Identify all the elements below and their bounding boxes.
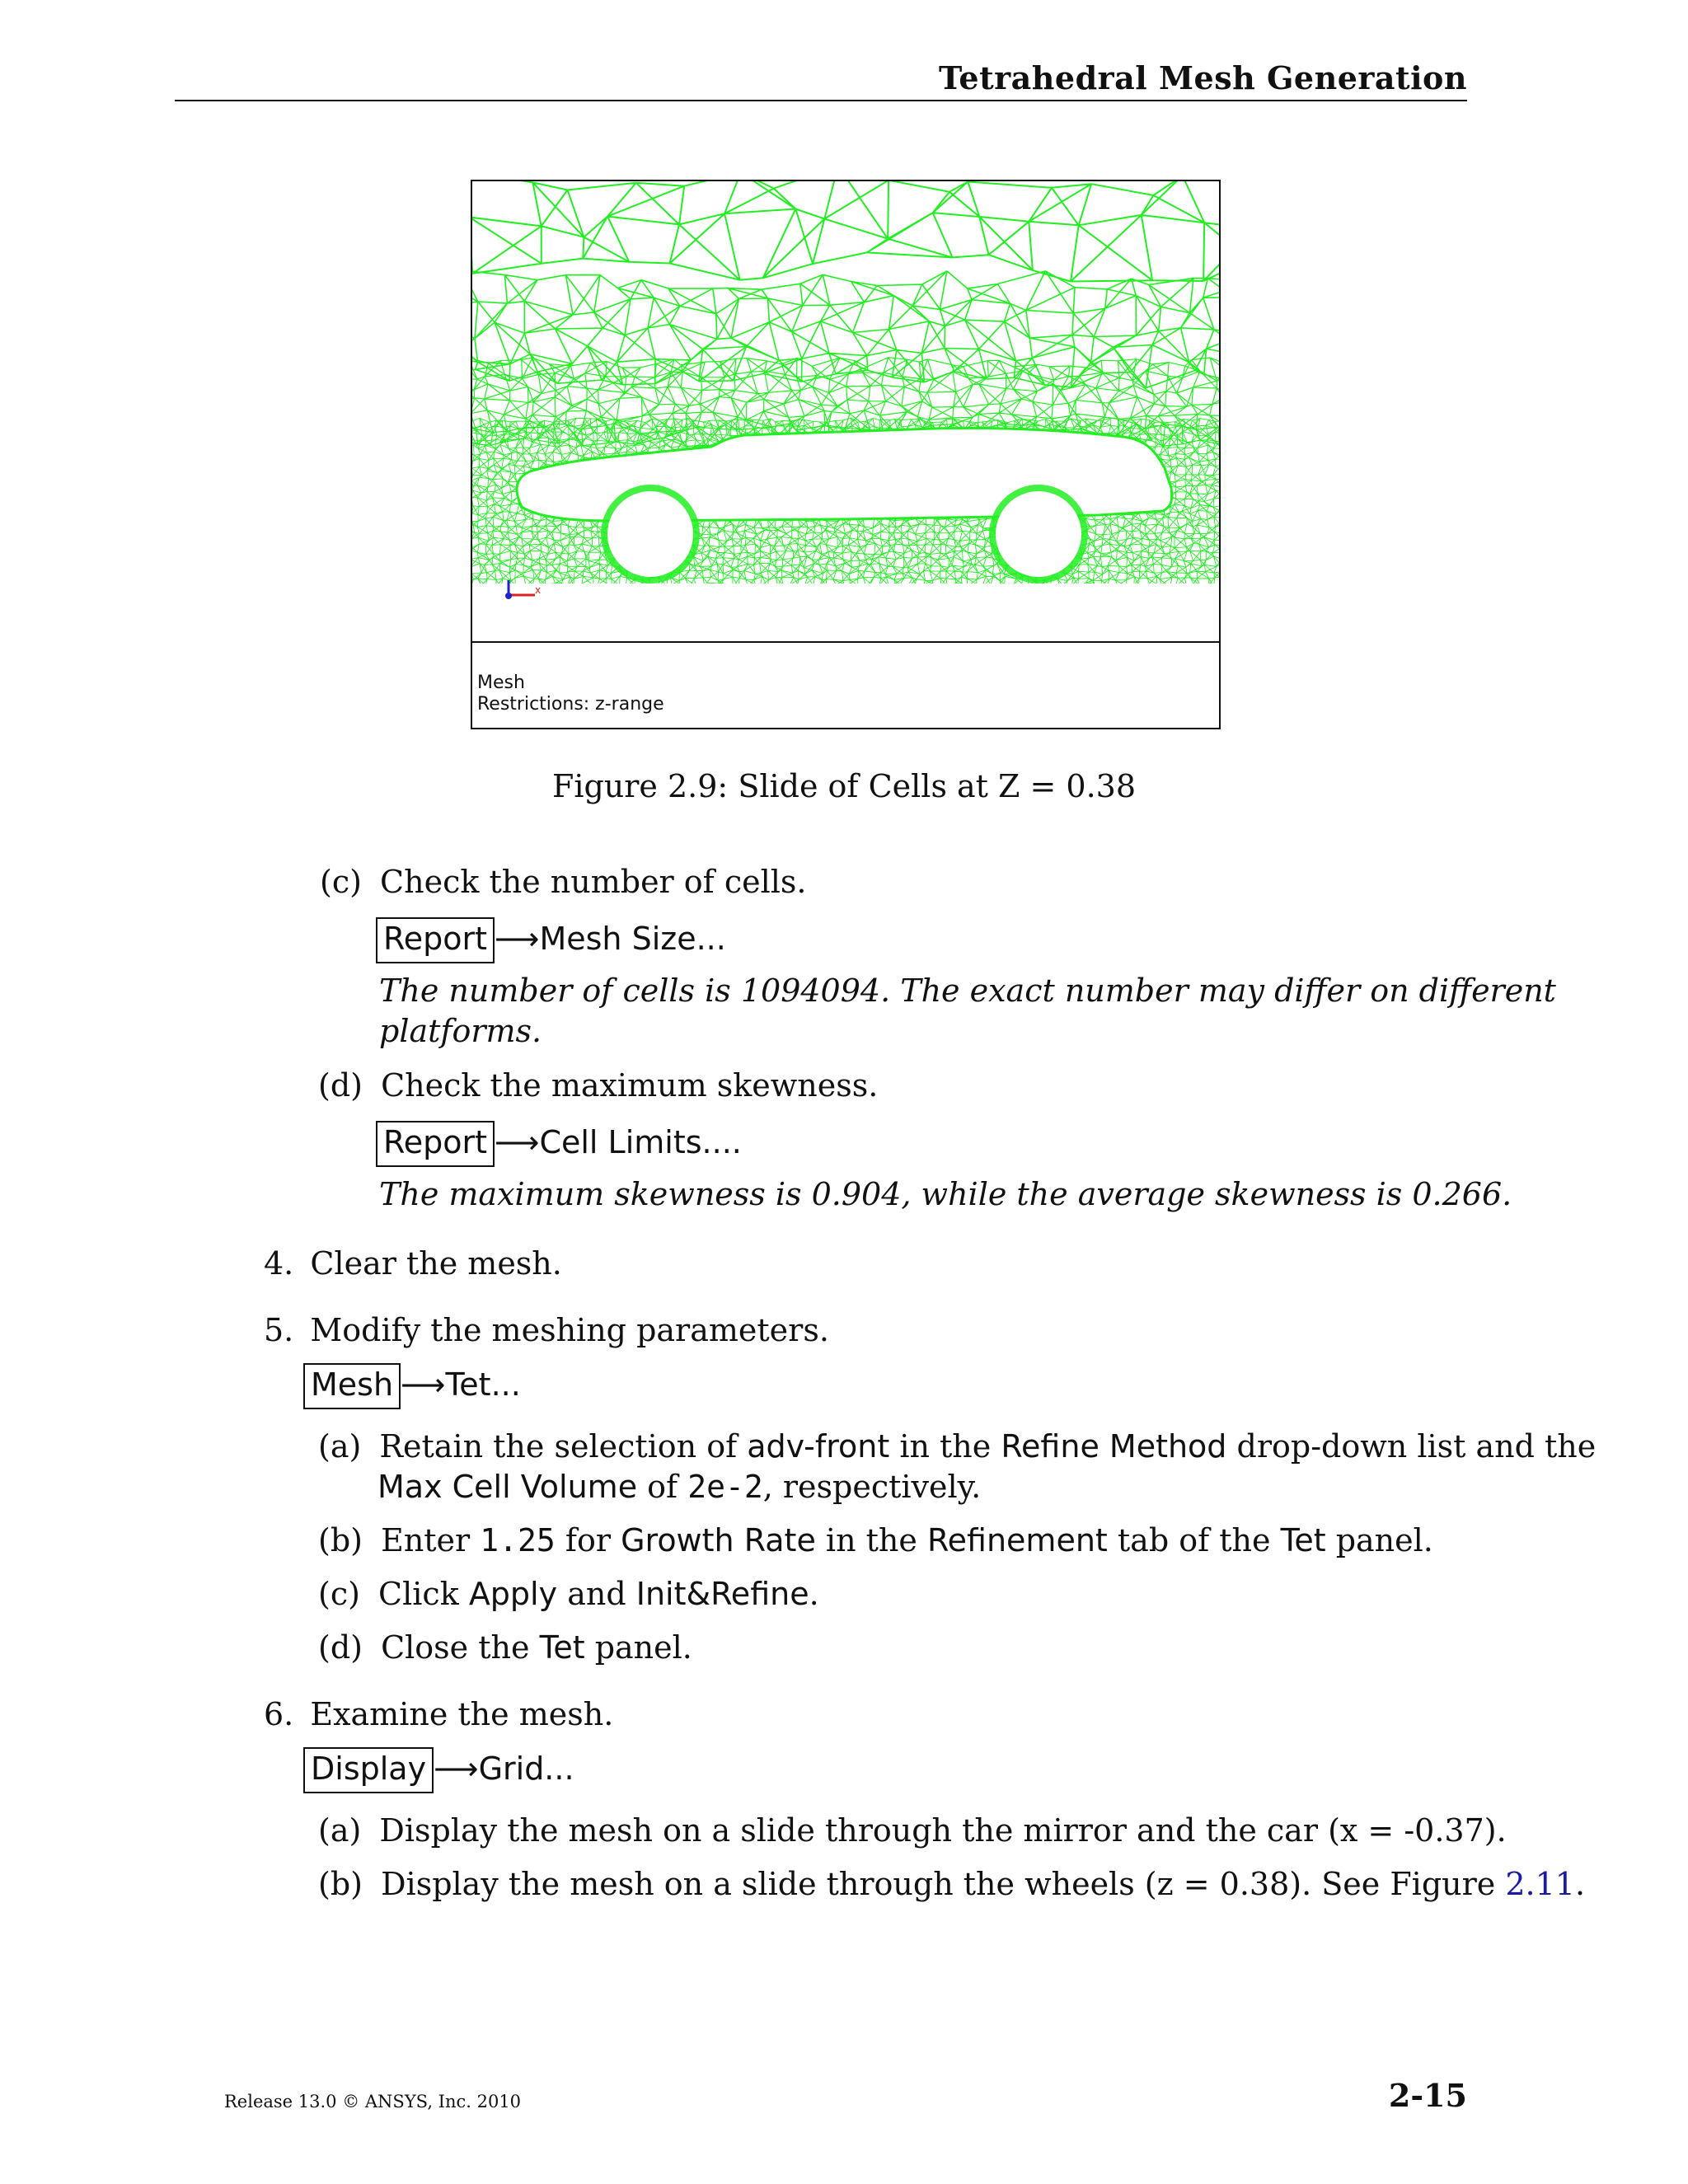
report-menu-button[interactable]: Report — [376, 917, 495, 963]
figure-divider — [472, 641, 1219, 643]
step-marker: 4. — [264, 1245, 294, 1282]
figure-label-restrictions: Restrictions: z-range — [477, 694, 664, 715]
svg-text:x: x — [535, 584, 542, 596]
mesh-lines — [472, 181, 1219, 588]
text: in the — [815, 1522, 927, 1558]
step-d — [318, 1067, 878, 1105]
step-marker: (b) — [318, 1866, 363, 1902]
step-marker: (b) — [318, 1522, 363, 1558]
step-text: Modify the meshing parameters. — [310, 1312, 829, 1348]
text: of — [637, 1469, 688, 1505]
front-wheel — [607, 491, 693, 577]
init-refine-button-label: Init&Refine — [635, 1576, 809, 1612]
step-text: Check the maximum skewness. — [381, 1067, 879, 1104]
step-text: Examine the mesh. — [310, 1696, 614, 1732]
step-text: Display the mesh on a slide through the mirror and the car (x = -0.37). — [379, 1812, 1507, 1849]
menu-path-report-cell-limits — [376, 1121, 742, 1167]
step-marker: 5. — [264, 1312, 294, 1348]
text: in the — [889, 1428, 1001, 1465]
note-cells: The number of cells is 1094094. The exact number may differ on different — [379, 972, 1556, 1009]
tet-menu-item[interactable]: Tet... — [445, 1366, 521, 1403]
step-5d — [318, 1629, 692, 1667]
text: Close the — [381, 1629, 540, 1666]
step-5b — [318, 1522, 1433, 1560]
grid-menu-item[interactable]: Grid... — [478, 1750, 574, 1787]
text: , respectively. — [762, 1469, 982, 1505]
footer-release: Release 13.0 © ANSYS, Inc. 2010 — [224, 2092, 522, 2111]
text: Retain the selection of — [379, 1428, 748, 1465]
text: . — [809, 1576, 819, 1612]
cell-limits-menu-item[interactable]: Cell Limits.... — [539, 1124, 742, 1160]
arrow-icon: ⟶ — [494, 1124, 540, 1160]
max-cell-volume-label: Max Cell Volume — [377, 1469, 638, 1505]
apply-button-label: Apply — [468, 1576, 558, 1612]
display-menu-button[interactable]: Display — [303, 1747, 434, 1793]
page-number: 2-15 — [1388, 2077, 1467, 2114]
step-text: Clear the mesh. — [310, 1245, 562, 1282]
step-c — [320, 864, 806, 902]
step-marker: (c) — [318, 1576, 360, 1612]
step-6b — [318, 1866, 1585, 1904]
step-5c — [318, 1576, 819, 1614]
refine-method-value: adv-front — [747, 1428, 890, 1465]
mesh-menu-button[interactable]: Mesh — [303, 1363, 401, 1409]
arrow-icon: ⟶ — [494, 921, 540, 957]
growth-rate-label: Growth Rate — [621, 1522, 816, 1558]
note-skewness: The maximum skewness is 0.904, while the average skewness is 0.266. — [379, 1176, 1512, 1212]
running-header-title: Tetrahedral Mesh Generation — [938, 59, 1467, 96]
step-text: Display the mesh on a slide through the wheels (z = 0.38). See Figure — [381, 1866, 1506, 1902]
step-marker: (a) — [318, 1428, 362, 1465]
step-marker: 6. — [264, 1696, 294, 1732]
rear-wheel — [996, 491, 1081, 577]
arrow-icon: ⟶ — [401, 1366, 446, 1403]
text: panel. — [584, 1629, 692, 1666]
report-menu-button[interactable]: Report — [376, 1121, 495, 1167]
figure-link[interactable]: 2.11 — [1505, 1866, 1575, 1902]
step-marker: (d) — [318, 1629, 363, 1666]
refinement-tab-label: Refinement — [926, 1522, 1108, 1558]
step-marker: (d) — [318, 1067, 363, 1104]
text: . — [1574, 1866, 1586, 1902]
mesh-slice-image — [472, 181, 1219, 640]
mesh-size-menu-item[interactable]: Mesh Size... — [539, 921, 726, 957]
tet-panel-label: Tet — [1280, 1522, 1326, 1558]
menu-path-mesh-tet — [303, 1363, 521, 1409]
text: drop-down list and the — [1226, 1428, 1597, 1465]
header-rule — [175, 100, 1467, 101]
mesh-figure — [471, 180, 1221, 729]
text: and — [557, 1576, 636, 1612]
step-6 — [264, 1696, 613, 1734]
step-5a — [318, 1428, 1596, 1466]
step-6a — [318, 1812, 1507, 1850]
text: Click — [378, 1576, 469, 1612]
ground-cover — [472, 583, 1219, 640]
note-cells-cont: platforms. — [379, 1013, 542, 1049]
step-text: Check the number of cells. — [380, 864, 807, 900]
growth-rate-value: 1.25 — [480, 1522, 556, 1558]
text: panel. — [1325, 1522, 1433, 1558]
step-marker: (c) — [320, 864, 362, 900]
figure-label-mesh: Mesh — [477, 673, 525, 693]
tet-panel-label: Tet — [539, 1629, 585, 1666]
max-cell-volume-value: 2e-2 — [687, 1469, 763, 1505]
text: Enter — [381, 1522, 481, 1558]
text: tab of the — [1107, 1522, 1281, 1558]
step-5a-cont — [377, 1469, 981, 1507]
step-4 — [264, 1245, 562, 1283]
step-5 — [264, 1312, 829, 1350]
text: for — [555, 1522, 621, 1558]
figure-caption: Figure 2.9: Slide of Cells at Z = 0.38 — [551, 768, 1137, 804]
refine-method-label: Refine Method — [1001, 1428, 1227, 1465]
step-marker: (a) — [318, 1812, 362, 1849]
menu-path-report-mesh-size — [376, 917, 726, 963]
menu-path-display-grid — [303, 1747, 574, 1793]
arrow-icon: ⟶ — [434, 1750, 479, 1787]
